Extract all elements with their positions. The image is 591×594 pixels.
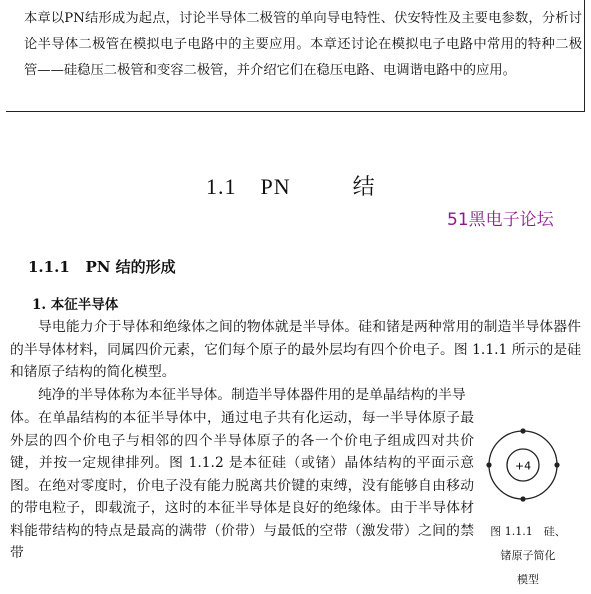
section-heading: PN 结的形成 bbox=[85, 258, 176, 276]
abstract-text: 本章以PN结形成为起点，讨论半导体二极管的单向导电特性、伏安特性及主要电参数，分析讨论半导体二极管在模拟电子电路中的主要应用。本章还讨论在模拟电子电路中常用的特种二极管——硅稳压二极管和变容二极管，并介绍它们在稳压电路、电调谐电路中的应用。 bbox=[24, 11, 582, 78]
watermark-text: 51黑电子论坛 bbox=[447, 210, 554, 230]
valence-electron bbox=[520, 428, 525, 433]
chapter-title-part1: PN bbox=[260, 174, 291, 199]
chapter-title bbox=[206, 170, 376, 201]
subsection-number: 1. bbox=[32, 297, 47, 313]
valence-electron bbox=[554, 462, 559, 467]
section-title bbox=[28, 256, 176, 277]
atom-model-figure bbox=[483, 425, 563, 505]
valence-electron bbox=[486, 462, 491, 467]
caption-line: 锗原子简化 bbox=[500, 549, 556, 562]
chapter-title-part2: 结 bbox=[352, 174, 376, 199]
subsection-title bbox=[32, 293, 118, 313]
paragraph: 导电能力介于导体和绝缘体之间的物体就是半导体。硅和锗是两种常用的制造半导体器件的半导体材料，同属四价元素，它们每个原子的最外层均有四个价电子。图 1.1.1 所示的是硅和锗原子结构的简化模型。 bbox=[10, 319, 581, 380]
paragraph: 纯净的半导体称为本征半导体。制造半导体器件用的是单晶结构的半导 bbox=[38, 387, 466, 403]
caption-line: 图 1.1.1 硅、 bbox=[490, 525, 566, 538]
nucleus-label: +4 bbox=[514, 459, 532, 473]
abstract-box bbox=[6, 0, 585, 112]
chapter-number: 1.1 bbox=[206, 174, 237, 199]
section-number: 1.1.1 bbox=[28, 258, 70, 276]
valence-electron bbox=[520, 496, 525, 501]
subsection-heading: 本征半导体 bbox=[50, 297, 119, 313]
figure-caption bbox=[478, 520, 578, 592]
paragraph: 体。在单晶结构的本征半导体中，通过电子共有化运动，每一半导体原子最外层的四个价电子与相邻的四个半导体原子的各一个价电子组成四对共价键，并按一定规律排列。图 1.1.2 是本征硅（或锗）晶体结构的平面示意图。在绝对零度时，价电子没有能力脱离共价键的束缚，没有能够自由移动的带电粒子，即载流子，这时的本征半导体是良好的绝缘体。由于半导体材料能带结构的特点是最高的满带（价带）与最低的空带（激发带）之间的禁带 bbox=[10, 410, 474, 561]
caption-line: 模型 bbox=[517, 573, 539, 586]
